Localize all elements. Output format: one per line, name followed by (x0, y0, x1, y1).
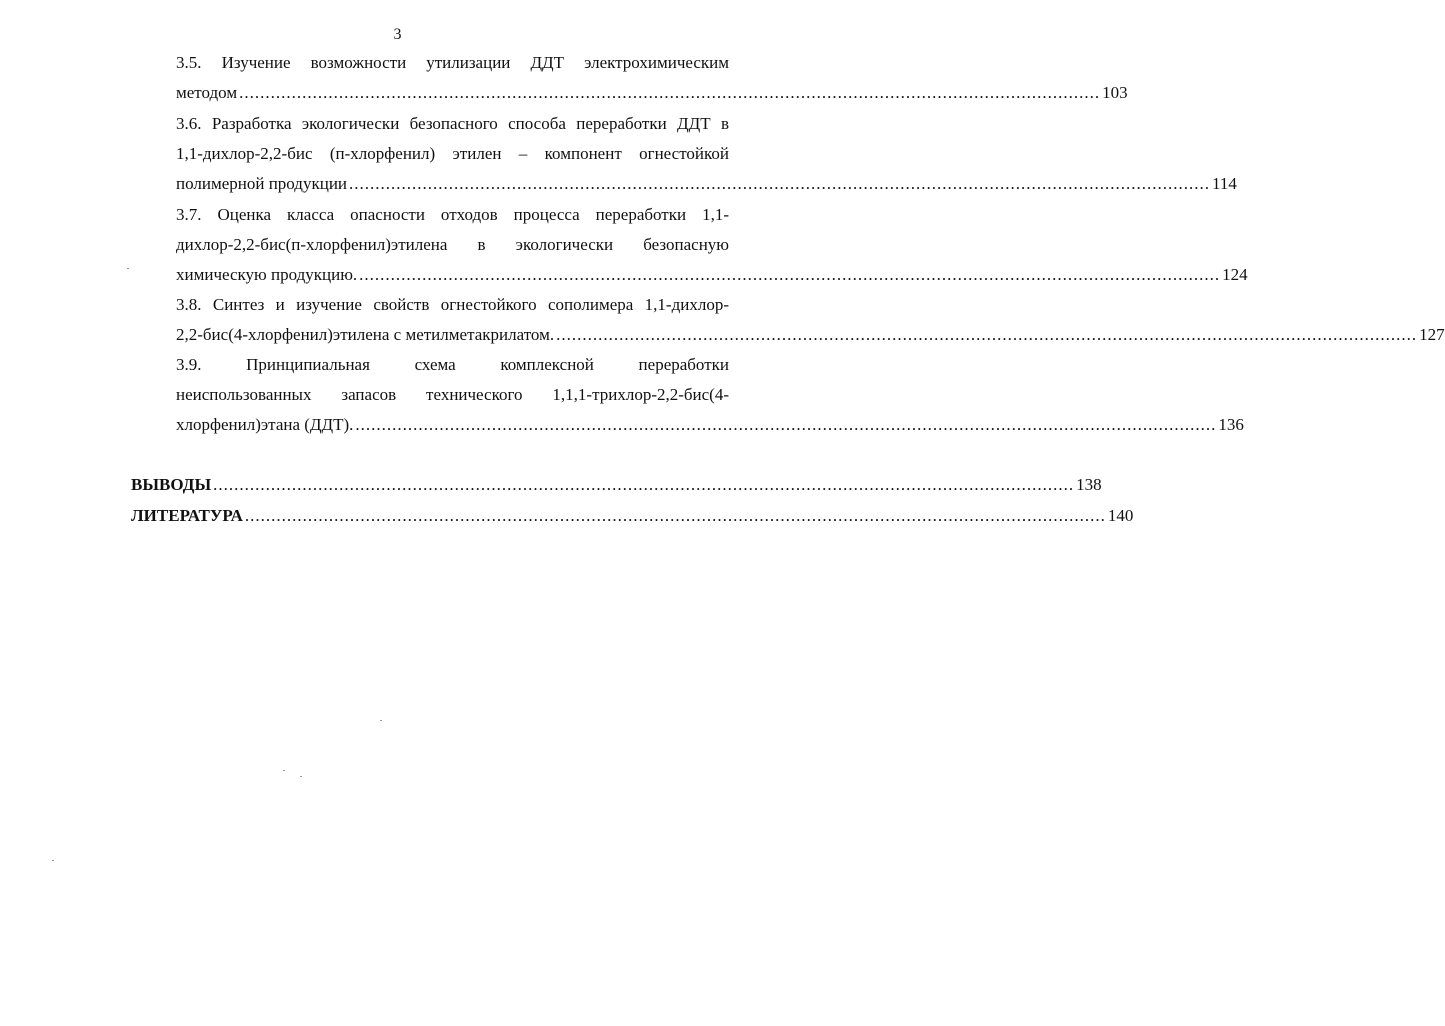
toc-entry-final-line (131, 470, 1102, 500)
toc-entry-text-line: дихлор-2,2-бис(п-хлорфенил)этилена в экологически безопасную (176, 235, 729, 254)
dot-leader: .................................................................................................................................................................... (359, 265, 1221, 284)
toc-entry-final-line (176, 410, 1244, 440)
scan-speck (52, 860, 54, 861)
toc-page-number: 136 (1218, 415, 1244, 434)
toc-page-number: 124 (1222, 265, 1248, 284)
scan-speck (300, 776, 302, 777)
toc-entry-text-line: 3.5. Изучение возможности утилизации ДДТ электрохимическим (176, 53, 729, 72)
toc-page-number: 103 (1102, 83, 1128, 102)
toc-entry-text-line: методом (176, 83, 238, 102)
scan-speck (283, 770, 285, 771)
toc-entry-final-line (176, 169, 1237, 199)
scan-speck (380, 720, 382, 721)
toc-entry-final-line (176, 260, 1248, 290)
page-number: 3 (393, 26, 402, 43)
toc-entry-text-line: неиспользованных запасов технического 1,1,1-трихлор-2,2-бис(4- (176, 385, 729, 404)
toc-entry-3-5[interactable] (176, 48, 1128, 108)
toc-entry-text-line: 3.8. Синтез и изучение свойств огнестойкого сополимера 1,1-дихлор- (176, 295, 729, 314)
toc-entry-final-line (131, 501, 1134, 531)
toc-entry-text-line: 3.9. Принципиальная схема комплексной переработки (176, 355, 729, 374)
toc-entry-3-6[interactable] (176, 109, 1237, 199)
toc-entry-conclusions[interactable] (131, 470, 1102, 500)
toc-page-number: 140 (1107, 506, 1134, 525)
toc-entry-3-7[interactable] (176, 200, 1248, 290)
dot-leader: .................................................................................................................................................................... (349, 174, 1211, 193)
toc-entry-heading: ВЫВОДЫ (131, 475, 212, 494)
dot-leader: .................................................................................................................................................................... (239, 83, 1101, 102)
toc-entry-text-line: 2,2-бис(4-хлорфенил)этилена с метилметакрилатом. (176, 325, 555, 344)
toc-page-number: 138 (1076, 475, 1102, 494)
toc-entry-final-line (176, 320, 1445, 350)
toc-entry-3-8[interactable] (176, 290, 1445, 350)
toc-entry-text-line: 3.6. Разработка экологически безопасного способа переработки ДДТ в (176, 114, 729, 133)
toc-entry-heading: ЛИТЕРАТУРА (131, 506, 243, 525)
dot-leader: .................................................................................................................................................................... (355, 415, 1217, 434)
dot-leader: .................................................................................................................................................................... (556, 325, 1418, 344)
toc-entry-text-line: хлорфенил)этана (ДДТ). (176, 415, 354, 434)
toc-entry-text-line: 1,1-дихлор-2,2-бис (п-хлорфенил) этилен – компонент огнестойкой (176, 144, 729, 163)
toc-entry-text-line: 3.7. Оценка класса опасности отходов процесса переработки 1,1- (176, 205, 729, 224)
toc-entry-text-line: химическую продукцию. (176, 265, 358, 284)
dot-leader: .................................................................................................................................................................... (213, 475, 1075, 494)
dot-leader: .................................................................................................................................................................... (244, 506, 1106, 525)
scan-speck (127, 268, 129, 269)
toc-entry-literature[interactable] (131, 501, 1134, 531)
toc-page-number: 127 (1419, 325, 1445, 344)
toc-entry-3-9[interactable] (176, 350, 1244, 440)
toc-page-number: 114 (1212, 174, 1237, 193)
toc-entry-final-line (176, 78, 1128, 108)
toc-entry-text-line: полимерной продукции (176, 174, 348, 193)
